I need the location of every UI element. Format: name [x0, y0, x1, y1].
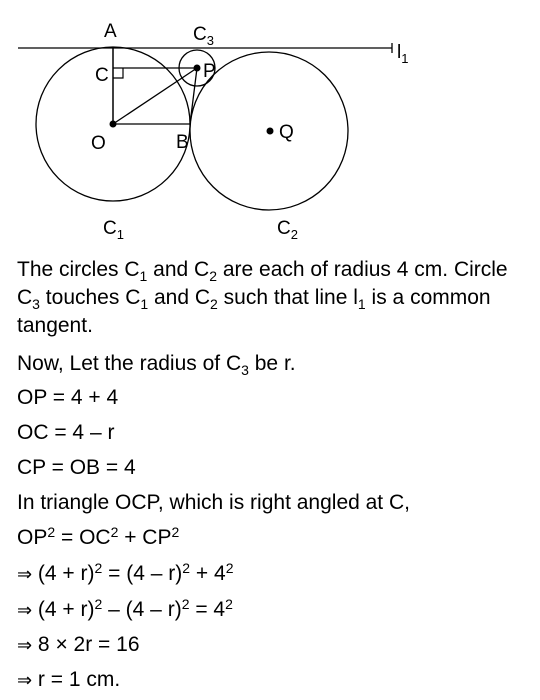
radius-assumption: Now, Let the radius of $C_3$ be r.	[17, 352, 296, 378]
point-q	[267, 128, 274, 135]
final-answer: ⇒ r = 1 cm.	[17, 668, 121, 691]
implies-arrow: ⇒	[17, 600, 33, 621]
step-rearrange: ⇒ $(4 + r)^2 - (4 - r)^2 = 4^2$	[17, 596, 233, 621]
geometry-figure	[0, 0, 540, 250]
label-o: O	[91, 133, 106, 154]
label-c1: $C_1$	[103, 218, 124, 242]
equation-cp: CP = OB = 4	[17, 456, 136, 479]
step-simplify: ⇒ 8 × 2r = 16	[17, 633, 140, 656]
pythagoras-equation: $OP^2 = OC^2 + CP^2$	[17, 524, 180, 549]
label-c2: $C_2$	[277, 218, 298, 242]
implies-arrow: ⇒	[17, 635, 33, 656]
implies-arrow: ⇒	[17, 564, 33, 585]
step-expand: ⇒ $(4 + r)^2 = (4 - r)^2 + 4^2$	[17, 560, 234, 585]
equation-op: OP = 4 + 4	[17, 386, 119, 409]
problem-statement: The circles $C_1$ and $C_2$ are each of radius 4 cm. Circle $C_3$ touches $C_1$ and $C_2$ such that line $l_1$ is a common tangent.	[17, 258, 508, 337]
label-q: Q	[279, 122, 294, 143]
right-angle-marker	[113, 68, 123, 78]
triangle-statement: In triangle OCP, which is right angled at C,	[17, 491, 410, 514]
point-p	[194, 65, 201, 72]
label-l1: $l_1$	[397, 42, 409, 66]
label-a: A	[104, 21, 117, 42]
point-o	[110, 121, 117, 128]
label-c: C	[95, 65, 109, 86]
label-b: B	[176, 132, 189, 153]
label-p: P	[203, 61, 216, 82]
equation-oc: OC = 4 – r	[17, 421, 115, 444]
implies-arrow: ⇒	[17, 670, 33, 691]
label-c3: $C_3$	[193, 24, 214, 48]
segment-bp	[190, 68, 197, 124]
